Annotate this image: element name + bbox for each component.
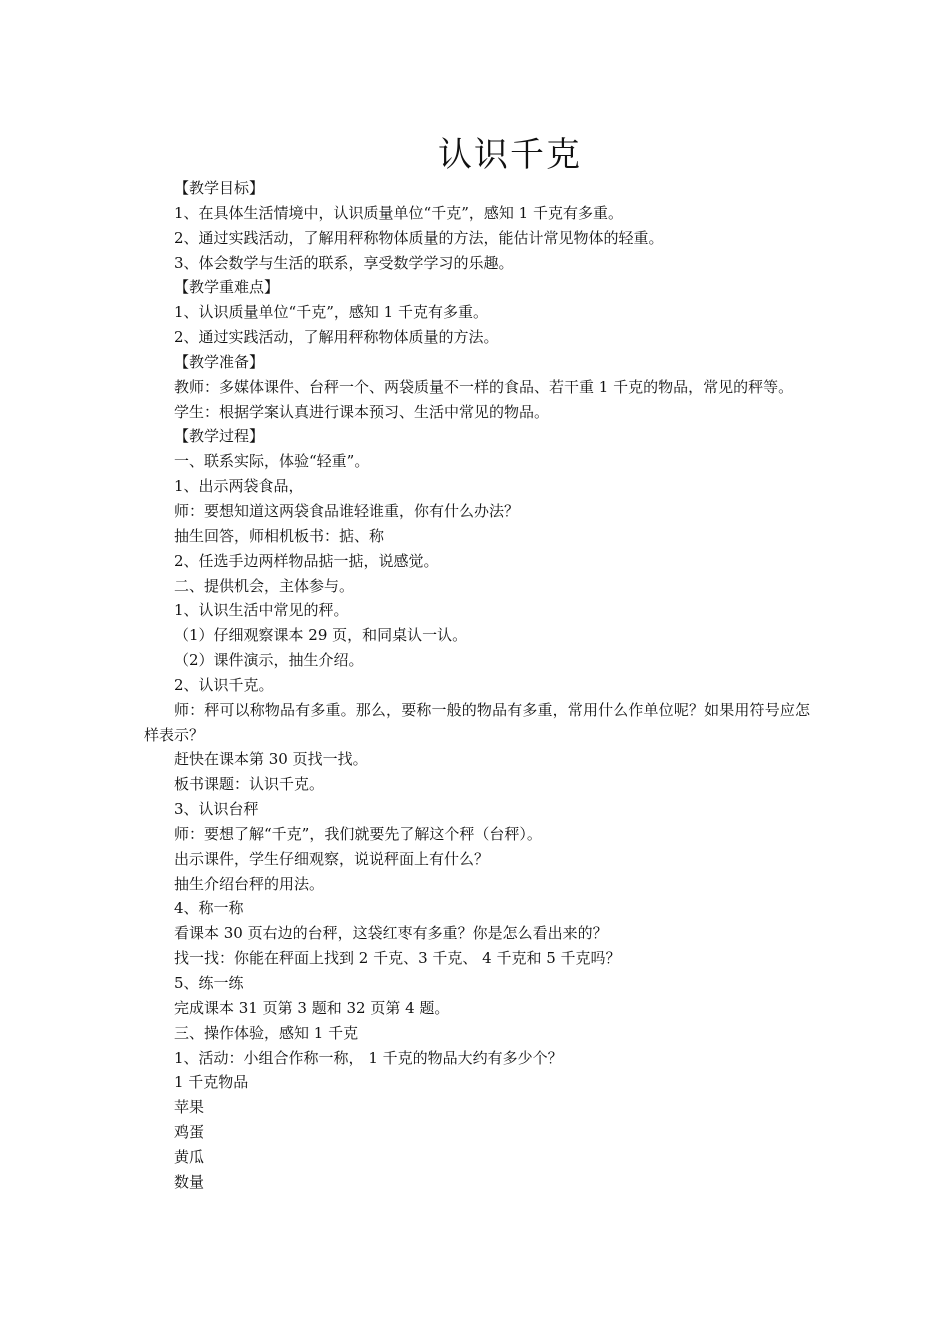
body-paragraph: （1）仔细观察课本 29 页，和同桌认一认。 — [174, 626, 468, 645]
body-paragraph: 【教学准备】 — [174, 352, 265, 371]
body-paragraph: 苹果 — [174, 1098, 205, 1117]
body-paragraph: 2、认识千克。 — [174, 675, 274, 694]
body-paragraph: 【教学过程】 — [174, 427, 265, 446]
document-body — [144, 176, 810, 1195]
body-paragraph: 5、练一练 — [174, 974, 244, 992]
body-paragraph: 3、认识台秤 — [174, 800, 259, 819]
body-paragraph: 1、认识质量单位“千克”，感知 1 千克有多重。 — [174, 303, 488, 322]
body-paragraph: 3、体会数学与生活的联系，享受数学学习的乐趣。 — [174, 253, 514, 272]
body-paragraph: 2、通过实践活动，了解用秤称物体质量的方法，能估计常见物体的轻重。 — [174, 228, 664, 247]
body-paragraph: 学生：根据学案认真进行课本预习、生活中常见的物品。 — [174, 402, 550, 421]
body-paragraph: 【教学目标】 — [174, 179, 265, 197]
body-paragraph: 师：要想了解“千克”，我们就要先了解这个秤（台秤）。 — [174, 824, 542, 843]
body-paragraph: 出示课件，学生仔细观察，说说秤面上有什么？ — [174, 849, 490, 868]
body-paragraph: 赶快在课本第 30 页找一找。 — [174, 750, 368, 769]
body-paragraph: 抽生回答，师相机板书：掂、称 — [174, 526, 385, 545]
body-paragraph: 找一找：你能在秤面上找到 2 千克、3 千克、 4 千克和 5 千克吗？ — [174, 949, 621, 968]
body-paragraph: 三、操作体验，感知 1 千克 — [174, 1023, 359, 1042]
body-paragraph: 师：要想知道这两袋食品谁轻谁重，你有什么办法？ — [174, 501, 520, 520]
body-paragraph: 一、联系实际，体验“轻重”。 — [174, 452, 370, 471]
body-paragraph: 板书课题：认识千克。 — [174, 775, 325, 794]
body-paragraph: 黄瓜 — [174, 1147, 205, 1166]
body-paragraph: 1、认识生活中常见的秤。 — [174, 601, 349, 620]
body-paragraph: 【教学重难点】 — [174, 278, 280, 297]
body-paragraph: 抽生介绍台秤的用法。 — [174, 874, 325, 893]
body-paragraph: 看课本 30 页右边的台秤，这袋红枣有多重？你是怎么看出来的？ — [174, 924, 608, 943]
body-paragraph: 2、任选手边两样物品掂一掂，说感觉。 — [174, 551, 439, 570]
body-paragraph: 教师：多媒体课件、台秤一个、两袋质量不一样的食品、若干重 1 千克的物品，常见的秤等。 — [174, 377, 794, 396]
body-paragraph: （2）课件演示，抽生介绍。 — [174, 651, 364, 670]
body-paragraph: 1、在具体生活情境中，认识质量单位“千克”，感知 1 千克有多重。 — [174, 203, 623, 222]
document-title: 认识千克 — [438, 135, 582, 175]
body-paragraph: 数量 — [174, 1172, 205, 1191]
body-paragraph: 鸡蛋 — [174, 1123, 205, 1142]
body-paragraph: 1 千克物品 — [174, 1073, 249, 1092]
body-paragraph: 师：秤可以称物品有多重。那么，要称一般的物品有多重，常用什么作单位呢？如果用符号应怎样表示？ — [144, 700, 810, 744]
body-paragraph: 1、活动：小组合作称一称， 1 千克的物品大约有多少个？ — [174, 1048, 563, 1067]
body-paragraph: 4、称一称 — [174, 899, 244, 918]
body-paragraph: 2、通过实践活动，了解用秤称物体质量的方法。 — [174, 328, 499, 347]
body-paragraph: 完成课本 31 页第 3 题和 32 页第 4 题。 — [174, 998, 450, 1017]
body-paragraph: 二、提供机会，主体参与。 — [174, 576, 355, 595]
body-paragraph: 1、出示两袋食品， — [174, 477, 304, 496]
